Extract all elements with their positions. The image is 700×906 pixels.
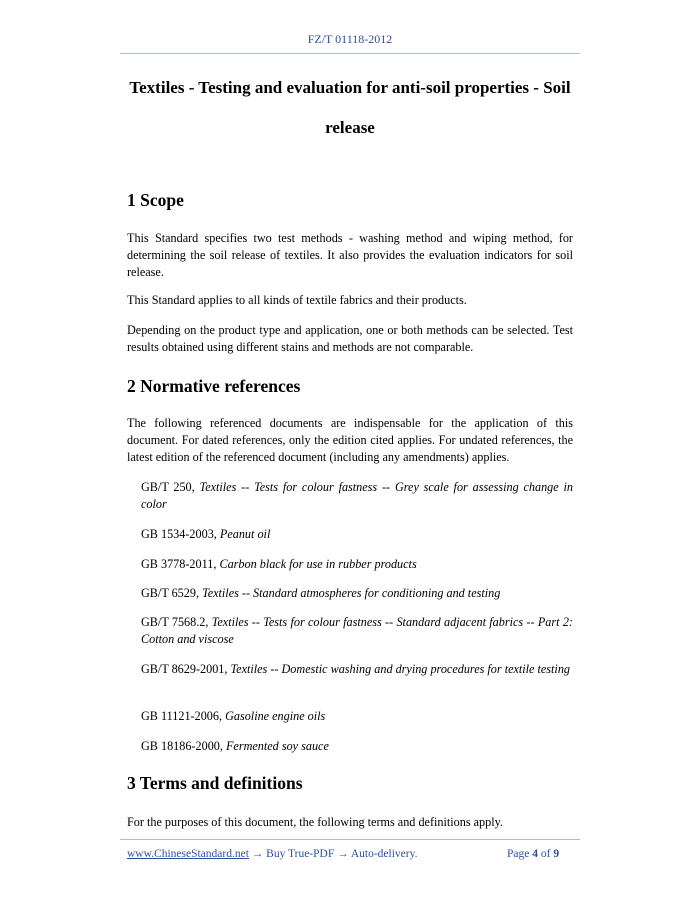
total-pages: 9 xyxy=(553,848,560,860)
terms-paragraph-1: For the purposes of this document, the following terms and definitions apply. xyxy=(127,815,503,829)
scope-paragraph-3: Depending on the product type and application, one or both methods can be selected. Test results obtained using different stains and methods are not comparable. xyxy=(127,323,573,354)
reference-item: GB/T 8629-2001, Textiles -- Domestic washing and drying procedures for textile testing xyxy=(141,662,571,676)
current-page: 4 xyxy=(532,848,538,860)
footer-rule xyxy=(120,839,580,840)
normative-intro: The following referenced documents are indispensable for the application of this document. For dated references, only the edition cited applies. For undated references, the latest edition of the referenced document (including any amendments) applies. xyxy=(127,416,573,464)
section-heading-terms: 3 Terms and definitions xyxy=(127,773,303,793)
document-title xyxy=(120,70,580,146)
reference-item: GB/T 250, Textiles -- Tests for colour fastness -- Grey scale for assessing change in color xyxy=(141,480,573,511)
title-line-1: Textiles - Testing and evaluation for anti-soil properties - Soil xyxy=(129,78,571,97)
section-heading-normative: 2 Normative references xyxy=(127,376,301,396)
reference-item: GB 11121-2006, Gasoline engine oils xyxy=(141,709,326,723)
section-heading-scope: 1 Scope xyxy=(127,190,184,210)
footer-promo-text: → Buy True-PDF → Auto-delivery. xyxy=(248,848,418,860)
header-rule xyxy=(120,53,580,54)
footer-site-link[interactable]: www.ChineseStandard.net xyxy=(127,848,249,860)
scope-paragraph-1: This Standard specifies two test methods - washing method and wiping method, for determining the soil release of textiles. It also provides the evaluation indicators for soil release. xyxy=(127,231,573,279)
reference-item: GB 3778-2011, Carbon black for use in rubber products xyxy=(141,557,417,571)
scope-paragraph-2: This Standard applies to all kinds of textile fabrics and their products. xyxy=(127,293,467,307)
header-standard-code: FZ/T 01118-2012 xyxy=(307,32,393,46)
title-line-2: release xyxy=(325,118,375,137)
reference-item: GB 18186-2000, Fermented soy sauce xyxy=(141,739,329,753)
reference-item: GB/T 6529, Textiles -- Standard atmospheres for conditioning and testing xyxy=(141,586,501,600)
reference-item: GB 1534-2003, Peanut oil xyxy=(141,527,271,541)
reference-item: GB/T 7568.2, Textiles -- Tests for colour fastness -- Standard adjacent fabrics -- Part 2: Cotton and viscose xyxy=(141,615,573,646)
footer-promo xyxy=(127,848,417,860)
page-indicator: Page 4 of 9 xyxy=(507,848,560,860)
